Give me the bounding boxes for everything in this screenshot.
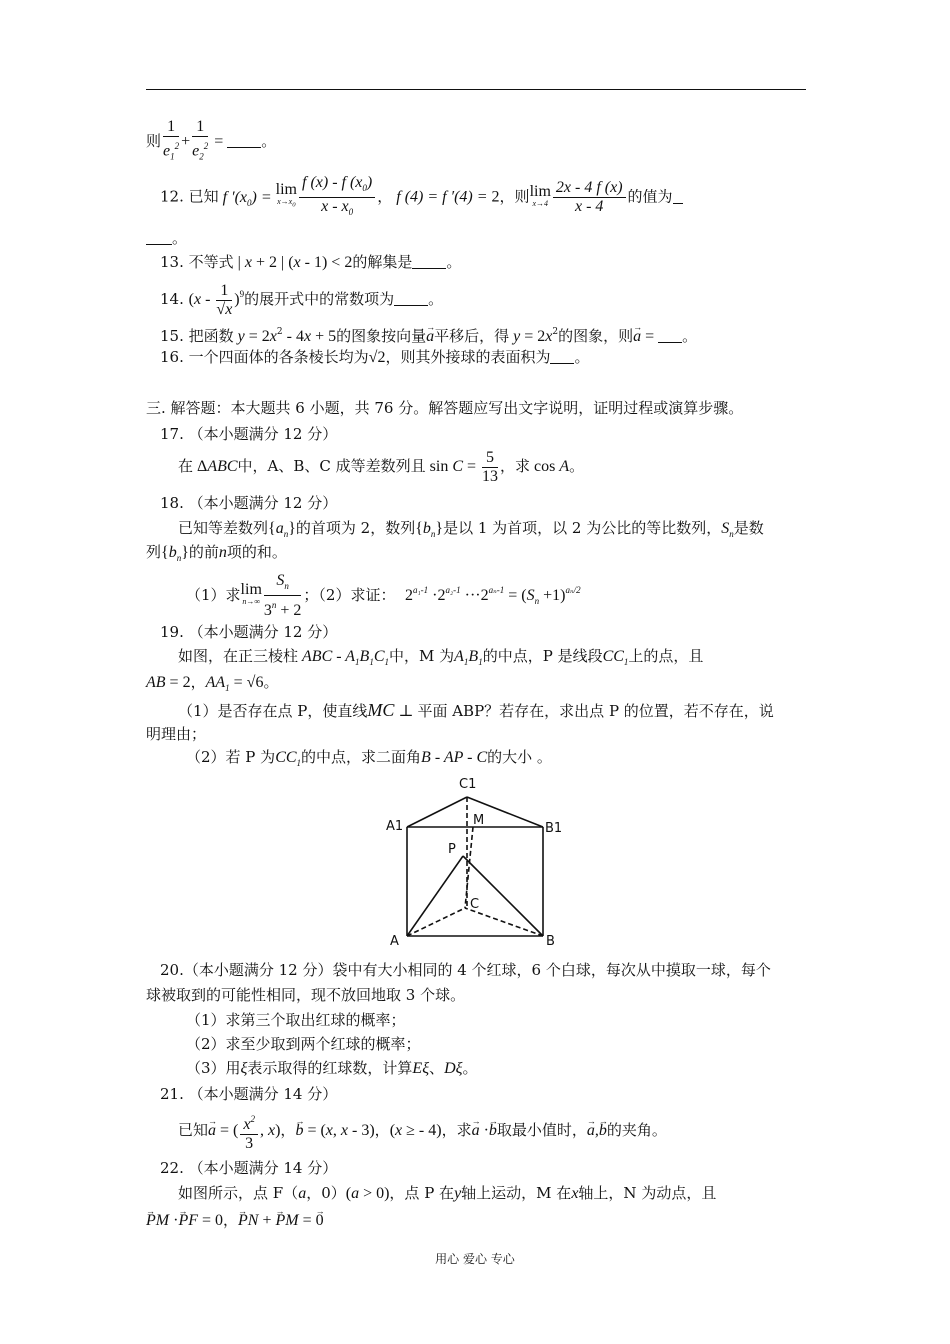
question-14: 14. (x - $\frac{1}{√x}$ )$^9$的展开式中的常数项为 。 <box>160 281 444 318</box>
label-c1: C1 <box>459 777 477 792</box>
label-b1: B1 <box>545 821 563 836</box>
section-3-heading: 三. 解答题：本大题共 6 小题，共 76 分。解答题应写出文字说明，证明过程或演算步骤。 <box>146 399 744 417</box>
question-20-line1: 20.（本小题满分 12 分）袋中有大小相同的 4 个红球，6 个白球，每次从中摸取一球，每个 <box>160 961 771 979</box>
label-a1: A1 <box>386 819 404 834</box>
question-17: 在 ΔABC中，A、B、C 成等差数列且 sin C = $\frac{5}{13}$ ，求 cos A。 <box>178 448 585 485</box>
edge-ap <box>407 856 463 936</box>
question-20-line2: 球被取到的可能性相同，现不放回地取 3 个球。 <box>146 986 466 1004</box>
edge-ac <box>407 908 465 936</box>
label-p: P <box>448 842 456 857</box>
answer-blank[interactable] <box>227 133 261 148</box>
page-footer: 用心 爱心 专心 <box>435 1252 515 1266</box>
label-m: M <box>473 813 485 828</box>
question-15: 15. 把函数 $y = 2x^2 - 4x + 5$的图象按向量→ a平移后，得 $y = 2x^2$的图象，则→ a = 。 <box>160 322 697 347</box>
label-a: A <box>390 934 399 949</box>
question-21: 已知→ a = ( $\frac{x^2}{3}$ , x)，→ b = (x, x - 3)，(x ≥ - 4)，求→ a ·→ b取最小值时，→ a,→ b的夹角。 <box>178 1108 667 1153</box>
edge-a1c1 <box>407 797 467 827</box>
header-rule <box>146 89 806 90</box>
question-20-part2: （2）求至少取到两个红球的概率； <box>186 1035 421 1053</box>
question-20-part1: （1）求第三个取出红球的概率； <box>186 1011 406 1029</box>
question-18-head: 18. （本小题满分 12 分） <box>160 494 338 512</box>
question-17-head: 17. （本小题满分 12 分） <box>160 425 338 443</box>
question-12: 12. 已知 f $'(x_0)$ = lim $x\to x_0$ $\frac{f (x) - f (x_0)}{x - x_0}$ ， f (4) = f ′(4) = 2，则 lim x→4 $\frac{2x - 4 f (x)}{x - 4}$ 的值为 <box>160 174 683 224</box>
question-16: 16. 一个四面体的各条棱长均为√2，则其外接球的表面积为 。 <box>160 348 590 366</box>
label-b: B <box>546 934 555 949</box>
question-22-line1: 如图所示，点 F（a，0）(a > 0)，点 P 在y轴上运动，M 在x轴上，N 为动点，且 <box>178 1184 717 1202</box>
edge-bc <box>465 908 543 936</box>
question-19-part2: （2）若 P 为$CC_1$的中点，求二面角B - AP - C的大小 。 <box>186 748 552 768</box>
edge-bp <box>463 856 543 936</box>
question-18-line2: 列$\{b_n\}$的前n项的和。 <box>146 543 287 563</box>
question-19-head: 19. （本小题满分 12 分） <box>160 623 338 641</box>
question-22-head: 22. （本小题满分 14 分） <box>160 1159 338 1177</box>
question-19-part1: （1）是否存在点 P，使直线MC ⊥ 平面 ABP？若存在，求出点 P 的位置，若不存在，说 <box>178 700 774 720</box>
q10-tail: 则 $\frac{1}{e_1^2}$ + $\frac{1}{e_2^2}$ = 。 <box>146 118 277 162</box>
label-c: C <box>470 897 480 912</box>
question-13: 13. 不等式 | x + 2 | (x - 1) < 2的解集是 。 <box>160 253 462 271</box>
question-19-part1-cont: 明理由； <box>146 725 207 743</box>
question-18-line1: 已知等差数列$\{a_n\}$的首项为 2，数列$\{b_n\}$是以 1 为首项，以 2 为公比的等比数列，$S_n$是数 <box>178 519 764 539</box>
question-12-cont: 。 <box>146 228 187 248</box>
question-18-parts: （1）求 lim n→∞ $\frac{S_n}{3^n + 2}$ ；（2）求证： $2^{a_1-1} \cdot 2^{a_2-1} \cdot\cdot\cdot 2^{a_n-1} = (S_n +1)^{a_n/2}$ <box>186 572 581 619</box>
question-20-part3: （3）用ξ表示取得的红球数，计算Eξ、Dξ。 <box>186 1059 478 1077</box>
prism-figure <box>380 770 570 950</box>
question-19-line1: 如图，在正三棱柱 ABC - $A_1B_1C_1$中，M 为$A_1B_1$的中点，P 是线段$CC_1$上的点，且 <box>178 647 704 667</box>
question-21-head: 21. （本小题满分 14 分） <box>160 1085 338 1103</box>
question-19-line2: AB = 2，$AA_1 = √6$。 <box>146 673 279 693</box>
question-22-line2: → PM ·→ PF = 0，→ PN + → PM = → 0 <box>146 1210 324 1231</box>
